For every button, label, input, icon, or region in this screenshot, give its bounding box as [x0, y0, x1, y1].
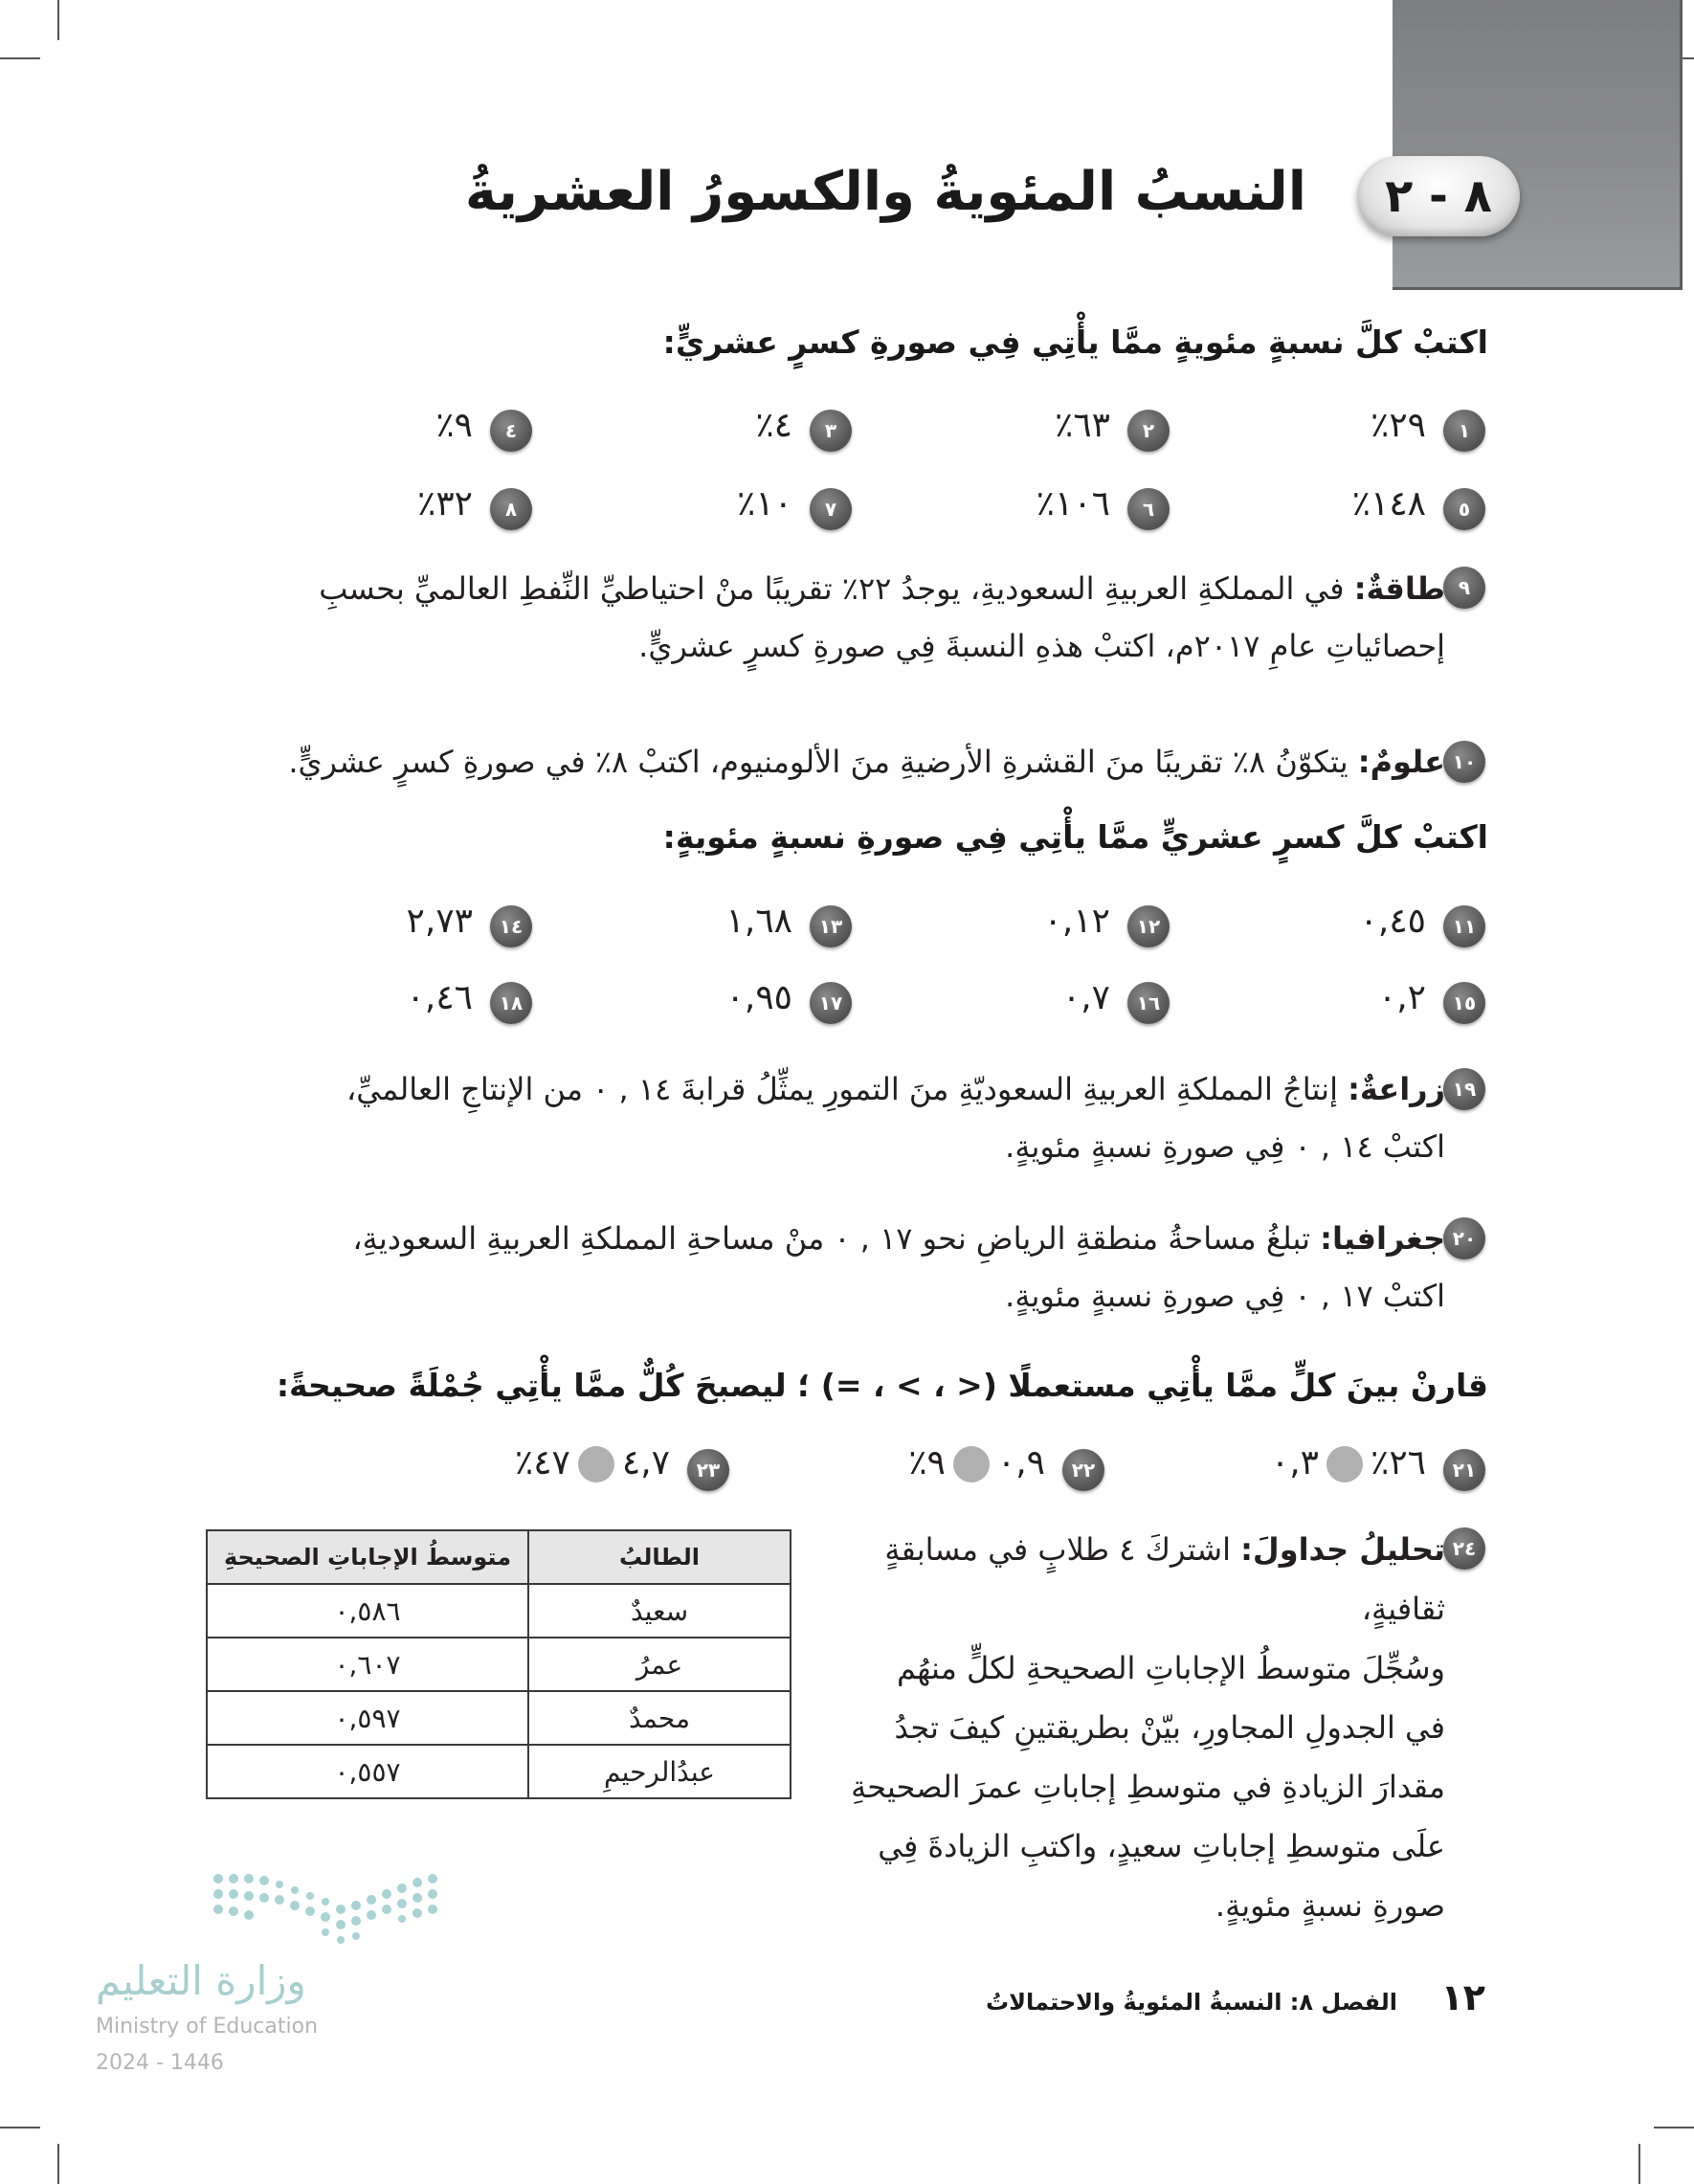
crop-mark	[57, 0, 59, 40]
problem-value: ٣٢٪	[416, 484, 473, 524]
problem-label: زراعةٌ:	[1348, 1071, 1445, 1107]
problem-line: يتكوّنُ ٨٪ تقريبًا منَ القشرةِ الأرضيةِ منَ الألومنيوم، اكتبْ ٨٪ في صورةِ كسرٍ عشريٍّ.	[288, 744, 1349, 780]
student-name: عبدُالرحيمِ	[528, 1745, 791, 1798]
problem-value: ٩٪	[435, 406, 473, 445]
problem-line: تبلغُ مساحةُ منطقةِ الرياضِ نحو ١٧ , ٠ منْ مساحةِ المملكةِ العربيةِ السعوديةِ،	[352, 1220, 1310, 1257]
problem-value: ٠,٢	[1377, 978, 1426, 1017]
problem-value: ٠,٧	[1061, 978, 1110, 1017]
problem-number: ١٢	[1127, 905, 1170, 947]
table-header: الطالبُ	[528, 1530, 791, 1584]
problem-number: ٣	[810, 410, 852, 452]
problem-value: ٦٣٪	[1054, 406, 1110, 445]
page-number: ١٢	[1440, 1976, 1485, 2018]
comparison-blank[interactable]	[953, 1446, 990, 1482]
problem-line: اكتبْ ١٧ , ٠ فِي صورةِ نسبةٍ مئويةٍ.	[1005, 1278, 1445, 1314]
ministry-name-english: Ministry of Education	[96, 2015, 319, 2039]
problem-line: إنتاجُ المملكةِ العربيةِ السعوديّةِ منَ التمورِ يمثِّلُ قرابةَ ١٤ , ٠ من الإنتاجِ العالميِّ،	[345, 1071, 1338, 1107]
problem-number: ١١	[1443, 905, 1485, 947]
comparison-right: ٩٪	[908, 1443, 946, 1482]
problem-value: ١٤٨٪	[1351, 484, 1426, 524]
problem-number: ٨	[490, 488, 532, 530]
problem-number: ١	[1443, 410, 1485, 452]
crop-mark	[57, 2144, 59, 2184]
ministry-logo-icon	[209, 1871, 448, 1948]
problem-number: ١٣	[810, 905, 852, 947]
problem-number: ١٧	[810, 982, 852, 1024]
problem-24-text	[833, 1520, 1445, 1935]
problem-number: ١٦	[1127, 982, 1170, 1024]
problem-line: اكتبْ ١٤ , ٠ فِي صورةِ نسبةٍ مئويةٍ.	[1005, 1128, 1445, 1165]
problem-value: ١,٦٨	[725, 902, 792, 941]
problem-number: ٢٣	[687, 1449, 729, 1491]
lesson-number-badge: ٨ - ٢	[1357, 156, 1520, 236]
section3-instruction: قارنْ بينَ كلٍّ ممَّا يأْتِي مستعملًا (< ، > ، =) ؛ ليصبحَ كُلٌّ ممَّا يأْتِي جُمْلَةً صحيحةً:	[276, 1367, 1488, 1404]
problem-number: ٢	[1127, 410, 1170, 452]
student-name: عمرُ	[528, 1638, 791, 1691]
comparison	[908, 1443, 1045, 1482]
problem-number: ٢٤	[1443, 1527, 1485, 1570]
problem-10-text	[153, 733, 1445, 791]
problem-number: ٤	[490, 410, 532, 452]
problem-value: ٠,٤٥	[1359, 902, 1426, 941]
problem-number: ١٨	[490, 982, 532, 1024]
problem-label: جغرافيا:	[1320, 1220, 1445, 1257]
problem-number: ٢٢	[1062, 1449, 1104, 1491]
comparison-right: ٠,٣	[1270, 1443, 1319, 1482]
comparison-blank[interactable]	[578, 1446, 614, 1482]
problem-number: ١٤	[490, 905, 532, 947]
problem-label: علومٌ:	[1357, 744, 1445, 780]
comparison-right: ٤٧٪	[514, 1443, 570, 1482]
table-row	[207, 1691, 791, 1745]
problem-line: في المملكةِ العربيةِ السعوديةِ، يوجدُ ٢٢٪ تقريبًا منْ احتياطيِّ النِّفطِ العالميِّ بحسبِ	[319, 570, 1345, 607]
student-name: سعيدٌ	[528, 1584, 791, 1638]
corner-tab	[1393, 0, 1683, 290]
comparison-left: ٠,٩	[996, 1443, 1045, 1482]
chapter-footer: الفصل ٨: النسبةُ المئويةُ والاحتمالاتُ	[985, 1989, 1397, 2016]
comparison-left: ٢٦٪	[1370, 1443, 1426, 1482]
problem-number: ٦	[1127, 488, 1170, 530]
problem-number: ١٠	[1443, 741, 1485, 783]
student-name: محمدٌ	[528, 1691, 791, 1745]
problem-line: صورةِ نسبةٍ مئويةٍ.	[1215, 1887, 1445, 1924]
problem-number: ٢١	[1443, 1449, 1485, 1491]
problem-label: طاقةٌ:	[1353, 570, 1445, 607]
student-average: ٠,٥٨٦	[207, 1584, 528, 1638]
problem-line: في الجدولِ المجاورِ، بيّنْ بطريقتينِ كيفَ تجدُ	[894, 1709, 1445, 1746]
problem-number: ٧	[810, 488, 852, 530]
problem-value: ١٠٦٪	[1036, 484, 1110, 524]
problem-value: ٢,٧٣	[406, 902, 473, 941]
crop-mark	[0, 2127, 40, 2128]
problem-value: ٠,١٢	[1043, 902, 1110, 941]
problem-9-text	[201, 560, 1445, 675]
problem-value: ١٠٪	[736, 484, 792, 524]
crop-mark	[1654, 2127, 1694, 2128]
crop-mark	[1638, 2144, 1640, 2184]
problem-line: اشتركَ ٤ طلابٍ في مسابقةٍ ثقافيةٍ،	[884, 1531, 1445, 1627]
comparison	[515, 1443, 670, 1482]
lesson-title: النسبُ المئويةُ والكسورُ العشريةُ	[464, 161, 1306, 223]
comparison	[1271, 1443, 1426, 1482]
problem-number: ١٥	[1443, 982, 1485, 1024]
results-table	[206, 1529, 791, 1799]
problem-line: مقدارَ الزيادةِ في متوسطِ إجاباتِ عمرَ الصحيحةِ	[851, 1769, 1445, 1805]
problem-line: وسُجِّلَ متوسطُ الإجاباتِ الصحيحةِ لكلٍّ منهُم	[897, 1650, 1445, 1686]
problem-19-text	[153, 1060, 1445, 1175]
problem-value: ٢٩٪	[1370, 406, 1426, 445]
comparison-left: ٤,٧	[621, 1443, 670, 1482]
problem-number: ٢٠	[1443, 1217, 1485, 1259]
problem-number: ٩	[1443, 567, 1485, 609]
table-row	[207, 1638, 791, 1691]
edition-year: 2024 - 1446	[96, 2051, 224, 2075]
problem-label: تحليلُ جداولَ:	[1240, 1531, 1445, 1568]
problem-number: ١٩	[1443, 1068, 1485, 1110]
table-header-row	[207, 1530, 791, 1584]
problem-line: إحصائياتِ عامِ ٢٠١٧م، اكتبْ هذهِ النسبةَ فِي صورةِ كسرٍ عشريٍّ.	[638, 628, 1445, 664]
student-average: ٠,٥٩٧	[207, 1691, 528, 1745]
problem-value: ٠,٩٥	[725, 978, 792, 1017]
problem-20-text	[201, 1210, 1445, 1325]
table-row	[207, 1584, 791, 1638]
section1-instruction: اكتبْ كلَّ نسبةٍ مئويةٍ ممَّا يأْتِي فِي صورةِ كسرٍ عشريٍّ:	[662, 323, 1488, 361]
problem-value: ٠,٤٦	[406, 978, 473, 1017]
table-row	[207, 1745, 791, 1798]
problem-value: ٤٪	[755, 406, 792, 445]
problem-line: علَى متوسطِ إجاباتِ سعيدٍ، واكتبِ الزيادةَ فِي	[878, 1828, 1445, 1864]
crop-mark	[0, 57, 40, 59]
table-header: متوسطُ الإجاباتِ الصحيحةِ	[207, 1530, 528, 1584]
problem-number: ٥	[1443, 488, 1485, 530]
comparison-blank[interactable]	[1326, 1446, 1363, 1482]
student-average: ٠,٥٥٧	[207, 1745, 528, 1798]
ministry-name-arabic: وزارة التعليم	[96, 1957, 306, 2004]
student-average: ٠,٦٠٧	[207, 1638, 528, 1691]
section2-instruction: اكتبْ كلَّ كسرٍ عشريٍّ ممَّا يأْتِي فِي صورةِ نسبةٍ مئويةٍ:	[662, 818, 1488, 856]
